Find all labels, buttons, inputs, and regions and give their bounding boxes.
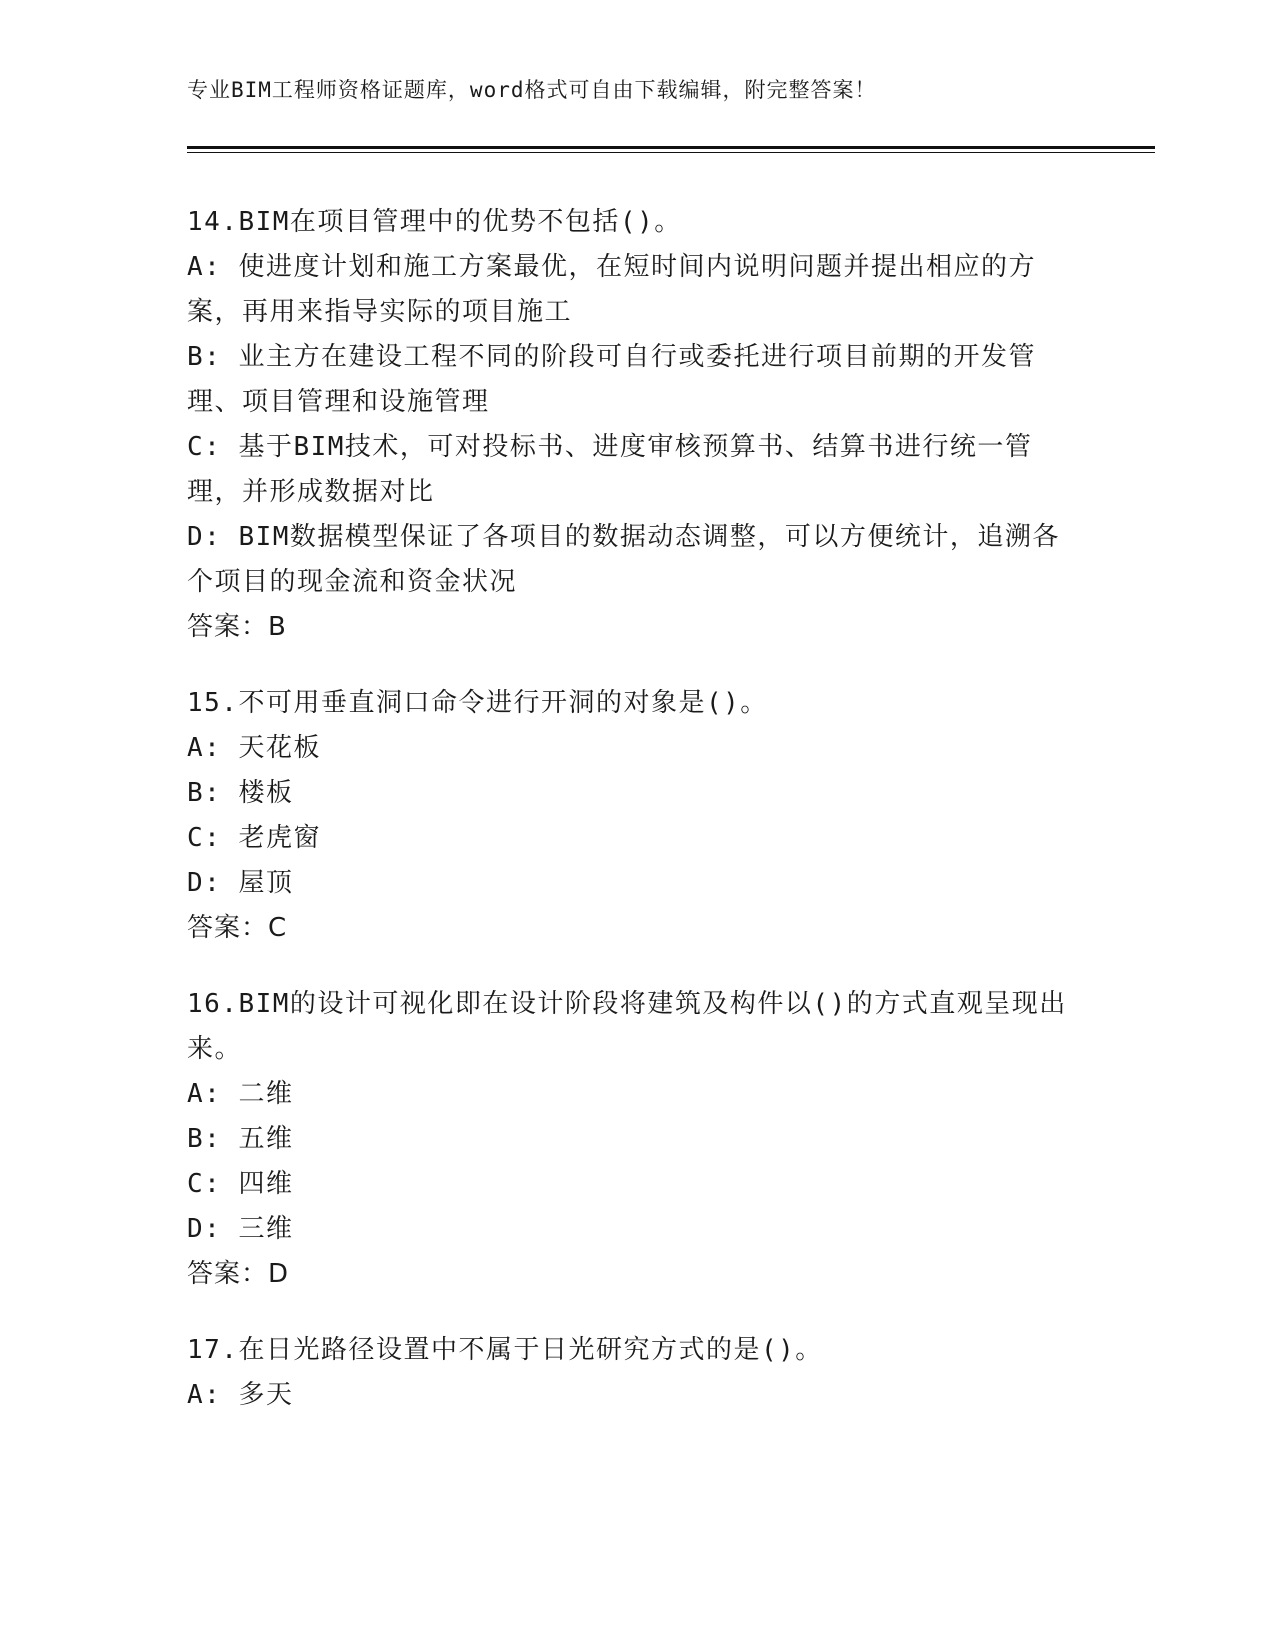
option-a: A: 二维 xyxy=(187,1079,294,1109)
option-a: A: 多天 xyxy=(187,1380,294,1410)
document-header: 专业BIM工程师资格证题库，word格式可自由下载编辑，附完整答案！ xyxy=(187,78,877,102)
option-c: C: 老虎窗 xyxy=(187,823,321,853)
question-16 xyxy=(187,982,1067,1297)
option-d: D: 三维 xyxy=(187,1214,294,1244)
question-text: 16.BIM的设计可视化即在设计阶段将建筑及构件以()的方式直观呈现出来。 xyxy=(187,989,1067,1064)
option-b: B: 业主方在建设工程不同的阶段可自行或委托进行项目前期的开发管理、项目管理和设施管理 xyxy=(187,342,1036,417)
question-text: 15.不可用垂直洞口命令进行开洞的对象是()。 xyxy=(187,688,768,718)
question-15 xyxy=(187,681,1067,951)
option-b: B: 楼板 xyxy=(187,778,294,808)
answer-line: 答案：D xyxy=(187,1259,290,1289)
header-rule-thick xyxy=(187,146,1155,149)
option-a: A: 使进度计划和施工方案最优，在短时间内说明问题并提出相应的方案，再用来指导实际的项目施工 xyxy=(187,252,1036,327)
option-c: C: 四维 xyxy=(187,1169,294,1199)
header-rule-thin xyxy=(187,152,1155,153)
option-d: D: BIM数据模型保证了各项目的数据动态调整，可以方便统计，追溯各个项目的现金流和资金状况 xyxy=(187,522,1060,597)
question-text: 17.在日光路径设置中不属于日光研究方式的是()。 xyxy=(187,1335,823,1365)
option-d: D: 屋顶 xyxy=(187,868,294,898)
question-17 xyxy=(187,1328,1067,1418)
option-c: C: 基于BIM技术，可对投标书、进度审核预算书、结算书进行统一管理，并形成数据对比 xyxy=(187,432,1033,507)
question-text: 14.BIM在项目管理中的优势不包括()。 xyxy=(187,207,682,237)
answer-line: 答案：B xyxy=(187,612,287,642)
option-a: A: 天花板 xyxy=(187,733,321,763)
question-list xyxy=(187,200,1067,1449)
answer-line: 答案：C xyxy=(187,913,288,943)
option-b: B: 五维 xyxy=(187,1124,294,1154)
question-14 xyxy=(187,200,1067,650)
